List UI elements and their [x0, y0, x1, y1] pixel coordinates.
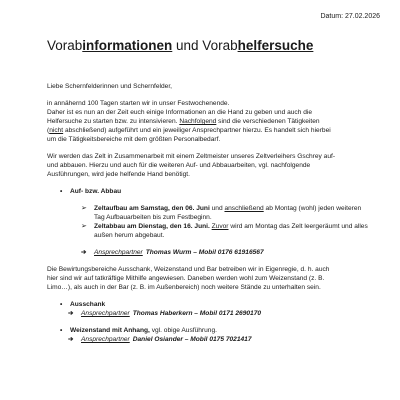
bold-text: Zeltabbau am Dienstag, den 16. Juni. [94, 223, 210, 230]
right-arrow-icon: ➔ [68, 310, 74, 317]
text-line: Limo…), als auch in der Bar (z. B. im Außenbereich) noch weitere Stände zu unterhalten sein. [47, 284, 321, 291]
document-date: Datum: 27.02.2026 [320, 13, 380, 20]
list-item [60, 326, 382, 335]
contact-name: Thomas Haberkern – Mobil 0171 2690170 [132, 310, 262, 317]
text-line: hier sind wir auf tatkräftige Mithilfe angewiesen. Daneben werden wohl zum Weizenstand (z. B. [47, 275, 325, 282]
contact-line [68, 335, 382, 344]
text-line [47, 126, 382, 135]
underlined-text: nicht [49, 127, 64, 134]
text-line: Die Bewirtungsbereiche Ausschank, Weizenstand und Bar betreiben wir in Eigenregie, d. h. auch [47, 266, 330, 273]
contact-line [68, 309, 382, 318]
text-run: ab Montag (wohl) jeden weiteren [263, 205, 362, 212]
text-run: Helfersuche zu starten bzw. zu intensivieren. [47, 118, 180, 125]
list-item [81, 222, 382, 240]
contact-name: Thomas Wurm – Mobil 0176 61916567 [145, 249, 264, 256]
text-run: und [209, 205, 225, 212]
document-title [47, 38, 313, 53]
text-run: vgl. obige Ausführung. [149, 327, 217, 334]
text-line: Daher ist es nun an der Zeit euch einige Informationen an die Hand zu geben und auch die [47, 109, 313, 116]
arrowhead-bullet-icon: ➢ [81, 205, 87, 212]
text-line: um die Tätigkeitsbereiche mit dem größten Personalbedarf. [47, 136, 221, 143]
text-line: Wir werden das Zelt in Zusammenarbeit mit einem Zeltmeister unseres Zeltverleihers Gschrey auf- [47, 153, 336, 160]
right-arrow-icon: ➔ [68, 336, 74, 343]
text-run: wird am Montag das Zelt leergeräumt und alles [228, 223, 368, 230]
bullet-icon: • [60, 188, 63, 195]
text-line: in annähernd 100 Tagen starten wir in unser Festwochenende. [47, 100, 230, 107]
section-heading: Ausschank [70, 301, 106, 308]
document-body [47, 82, 382, 344]
contact-line [81, 248, 382, 257]
underlined-text: Zuvor [211, 223, 229, 230]
text-line [94, 222, 368, 231]
text-run: sind die verschiedenen Tätigkeiten [216, 118, 320, 125]
text-line: außen herum abgebaut. [94, 232, 165, 239]
underlined-text: Nachfolgend [179, 118, 217, 125]
zelt-paragraph [47, 152, 382, 179]
underlined-text: anschließend [224, 205, 264, 212]
title-part: Vorab [47, 38, 83, 53]
text-run: abschließend) aufgeführt und ein jeweiliger Ansprechpartner hierzu. Es handelt sich hierbei [63, 127, 331, 134]
section-heading: Auf- bzw. Abbau [70, 188, 122, 195]
arrowhead-bullet-icon: ➢ [81, 223, 87, 230]
contact-label: Ansprechpartner [81, 336, 130, 343]
list-item-text [94, 222, 368, 240]
bullet-icon: • [60, 327, 63, 334]
list-item [81, 204, 382, 222]
contact-label: Ansprechpartner [94, 249, 143, 256]
section-heading [70, 326, 217, 335]
right-arrow-icon: ➔ [81, 249, 87, 256]
list-item [60, 300, 382, 309]
bewirtung-paragraph [47, 265, 382, 292]
title-part-emphasis: helfersuche [237, 38, 314, 53]
greeting: Liebe Schernfelderinnen und Schernfelder, [47, 83, 173, 90]
text-line [47, 117, 382, 126]
contact-name: Daniel Osiander – Mobil 0175 7021417 [132, 336, 252, 343]
text-line [94, 204, 361, 213]
contact-label: Ansprechpartner [81, 310, 130, 317]
list-item-text [94, 204, 361, 222]
text-line: Ausführungen, wird jede helfende Hand benötigt. [47, 171, 190, 178]
bold-text: Zeltaufbau am Samstag, den 06. Juni [94, 205, 210, 212]
text-line: Tag Aufbauarbeiten bis zum Festbeginn. [94, 214, 212, 221]
text-run: ( [47, 127, 50, 134]
title-part: und Vorab [172, 38, 238, 53]
bold-text: Weizenstand mit Anhang, [70, 327, 150, 334]
intro-paragraph [47, 99, 382, 144]
text-line: und abbauen. Hierzu und auch für die weiteren Auf- und Abbauarbeiten, vgl. nachfolgende [47, 162, 311, 169]
bullet-icon: • [60, 301, 63, 308]
title-part-emphasis: informationen [82, 38, 173, 53]
list-item [60, 187, 382, 196]
